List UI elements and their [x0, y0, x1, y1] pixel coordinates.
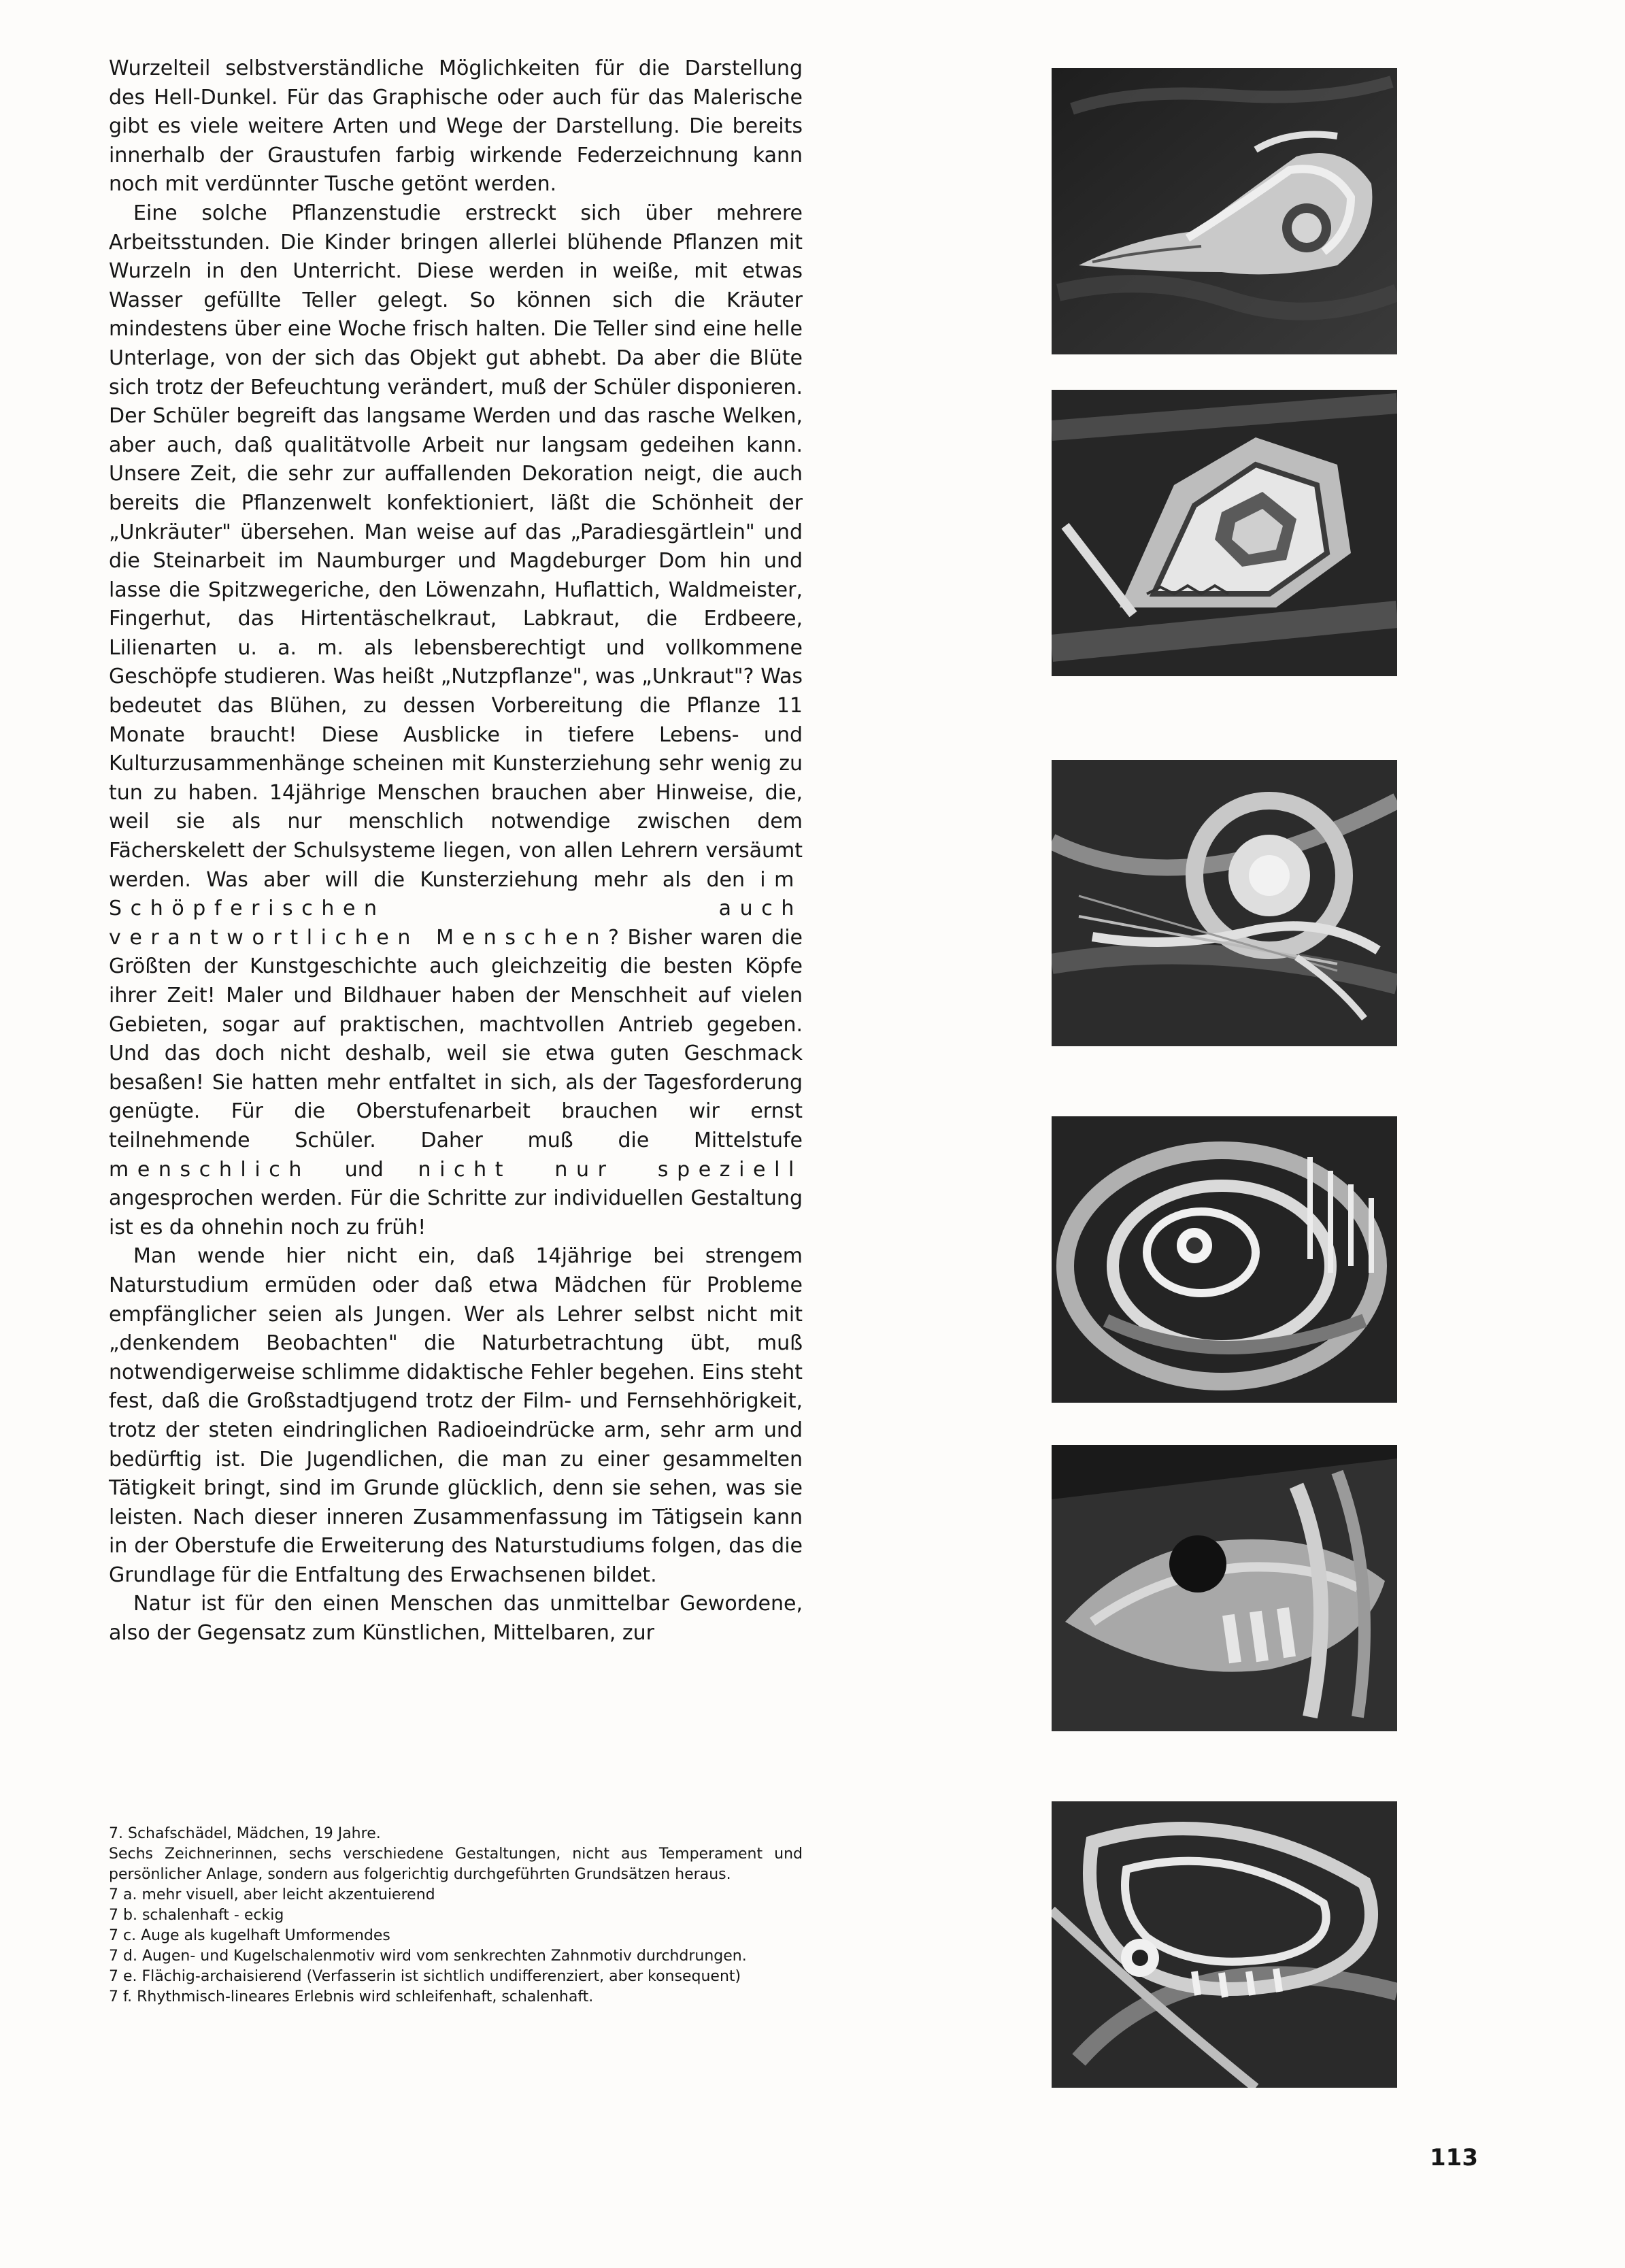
plate-7d-image	[1052, 1116, 1397, 1403]
body-text-run: ? Bisher waren die Größten der Kunstgeschichte auch gleichzeitig die besten Köpfe ihrer Zeit! Maler und Bildhauer haben der Menschheit auf vielen Gebieten, sogar auf praktischen, machtvollen Antrieb gegeben. Und das doch nicht deshalb, weil sie etwa guten Geschmack besaßen! Sie hatten mehr entfaltet in sich, als der Tagesforderung genügte. Für die Oberstufenarbeit brauchen wir ernst teilnehmende Schüler. Daher muß die Mittelstufe	[109, 925, 803, 1152]
body-text-run: Eine solche Pflanzenstudie erstreckt sich über mehrere Arbeitsstunden. Die Kinder bringen allerlei blühende Pflanzen mit Wurzeln in den Unterricht. Diese werden in weiße, mit etwas Wasser gefüllte Teller gelegt. So können sich die Kräuter mindestens über eine Woche frisch halten. Die Teller sind eine helle Unterlage, von der sich das Objekt gut abhebt. Da aber die Blüte sich trotz der Befeuchtung verändert, muß der Schüler disponieren. Der Schüler begreift das langsame Werden und das rasche Welken, aber auch, daß qualitätvolle Arbeit nur langsam gedeihen kann. Unsere Zeit, die sehr zur auffallenden Dekoration neigt, die auch bereits die Pflanzenwelt konfektioniert, läßt die Schönheit der „Unkräuter" übersehen. Man weise auf das „Paradiesgärtlein" und die Steinarbeit im Naumburger und Magdeburger Dom hin und lasse die Spitzwegeriche, den Löwenzahn, Huflattich, Waldmeister, Fingerhut, das Hirtentäschelkraut, Labkraut, die Erdbeere, Lilienarten u. a. m. als lebensberechtigt und vollkommene Geschöpfe studieren. Was heißt „Nutzpflanze", was „Unkraut"? Was bedeutet das Blühen, zu dessen Vorbereitung die Pflanze 11 Monate braucht! Diese Ausblicke in tiefere Lebens- und Kulturzusammenhänge scheinen mit Kunsterziehung sehr wenig zu tun zu haben. 14jährige Menschen brauchen aber Hinweise, die, weil sie als nur menschlich notwendige zwischen dem Fächerskelett der Schulsysteme liegen, von allen Lehrern versäumt werden. Was aber will die Kunsterziehung mehr als den	[109, 201, 803, 892]
page-number: 113	[1430, 2144, 1478, 2171]
spaced-emphasis-text: menschlich	[109, 1157, 311, 1182]
caption-item: 7 e. Flächig-archaisierend (Verfasserin ist sichtlich undifferenziert, aber konsequent)	[109, 1968, 741, 1985]
spaced-emphasis-text: nicht nur speziell	[418, 1157, 803, 1182]
caption-item: 7 d. Augen- und Kugelschalenmotiv wird vom senkrechten Zahnmotiv durchdrungen.	[109, 1948, 747, 1965]
plate-7b-image	[1052, 390, 1397, 676]
caption-item: 7 b. schalenhaft - eckig	[109, 1907, 284, 1924]
body-text-run: Wurzelteil selbstverständliche Möglichkeiten für die Darstellung des Hell-Dunkel. Für das Graphische oder auch für das Malerische gibt es viele weitere Arten und Wege der Darstellung. Die bereits innerhalb der Graustufen farbig wirkende Federzeichnung kann noch mit verdünnter Tusche getönt werden.	[109, 56, 803, 197]
spaced-emphasis-text: im Schöpferischen auch verantwortlichen Menschen	[109, 867, 803, 950]
plate-7f-image	[1052, 1801, 1397, 2088]
plate-7a-image	[1052, 68, 1397, 354]
caption-title: 7. Schafschädel, Mädchen, 19 Jahre.	[109, 1825, 381, 1842]
plate-7c-image	[1052, 760, 1397, 1046]
body-text-run: und	[310, 1157, 418, 1182]
caption-intro: Sechs Zeichnerinnen, sechs verschiedene Gestaltungen, nicht aus Temperament und persönlicher Anlage, sondern aus folgerichtig durchgeführten Grundsätzen heraus.	[109, 1846, 803, 1883]
caption-item: 7 a. mehr visuell, aber leicht akzentuierend	[109, 1886, 435, 1903]
plate-7e-image	[1052, 1445, 1397, 1731]
body-text-run: angesprochen werden. Für die Schritte zur individuellen Gestaltung ist es da ohnehin noch zu früh!	[109, 1186, 803, 1239]
body-text-run: Natur ist für den einen Menschen das unmittelbar Gewordene, also der Gegensatz zum Künstlichen, Mittelbaren, zur	[109, 1592, 803, 1646]
caption-item: 7 f. Rhythmisch-lineares Erlebnis wird schleifenhaft, schalenhaft.	[109, 1988, 594, 2005]
caption-item: 7 c. Auge als kugelhaft Umformendes	[109, 1927, 390, 1944]
body-text-run: Man wende hier nicht ein, daß 14jährige bei strengem Naturstudium ermüden oder daß etwa Mädchen für Probleme empfänglicher seien als Jungen. Wer als Lehrer selbst nicht mit „denkendem Beobachten" die Naturbetrachtung übt, muß notwendigerweise schlimme didaktische Fehler begehen. Eins steht fest, daß die Großstadtjugend trotz der Film- und Fernsehhörigkeit, trotz der steten eindringlichen Radioeindrücke arm, sehr arm und bedürftig ist. Die Jugendlichen, die man zu einer gesammelten Tätigkeit bringt, sind im Grunde glücklich, denn sie sehen, was sie leisten. Nach dieser inneren Zusammenfassung im Tätigsein kann in der Oberstufe die Erweiterung des Naturstudiums folgen, das die Grundlage für die Entfaltung des Erwachsenen bildet.	[109, 1244, 803, 1587]
